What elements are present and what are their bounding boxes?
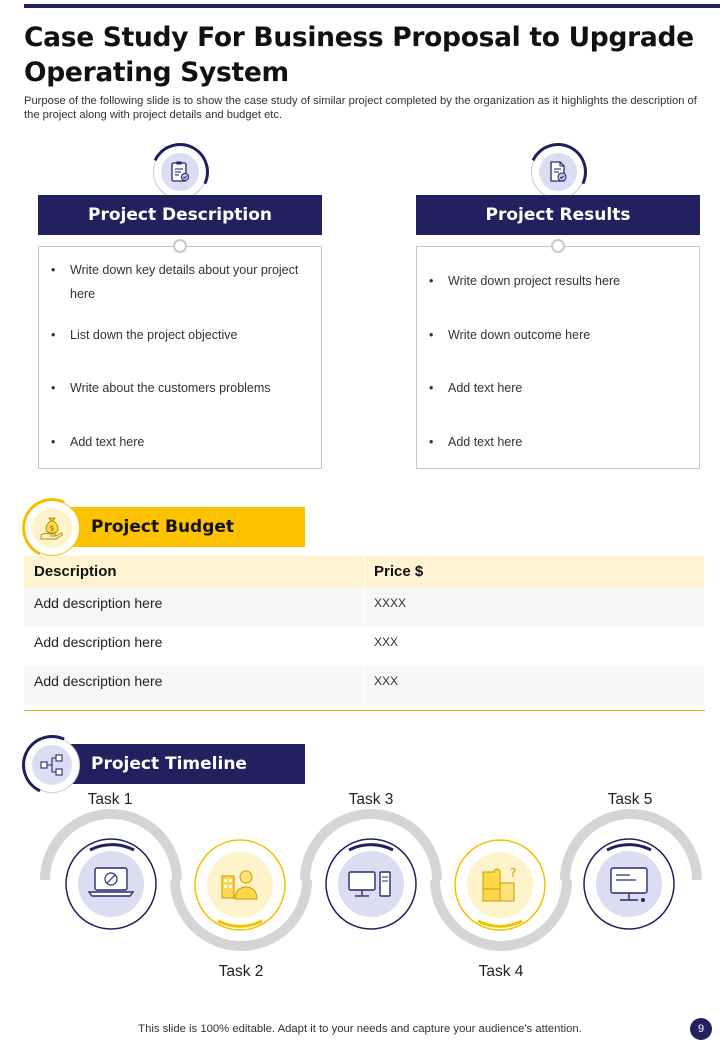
task-1-node [66, 839, 156, 929]
task-2-label: Task 2 [218, 963, 264, 980]
project-results-header: Project Results [416, 195, 700, 235]
connector-knob [551, 239, 565, 253]
table-cell: XXX [365, 666, 704, 705]
list-item: • Write down key details about your project here [51, 263, 299, 301]
footer-note: This slide is 100% editable. Adapt it to your needs and capture your audience's attention. [138, 1023, 582, 1035]
task-4-label: Task 4 [478, 963, 524, 980]
task-1-label: Task 1 [87, 791, 133, 808]
task-2-node [195, 840, 285, 930]
list-item: • List down the project objective [51, 328, 238, 342]
column-header-description: Description [24, 556, 364, 588]
project-budget-header: Project Budget [60, 507, 305, 547]
task-5-label: Task 5 [607, 791, 653, 808]
list-item: • Add text here [51, 435, 145, 449]
project-timeline-header: Project Timeline [60, 744, 305, 784]
results-icon-badge [531, 145, 585, 199]
svg-text:$: $ [49, 524, 55, 533]
table-row [24, 666, 704, 705]
laptop-icon [89, 868, 133, 896]
list-item: • Add text here [429, 435, 523, 449]
table-cell: Add description here [24, 588, 364, 627]
table-cell: Add description here [24, 666, 364, 705]
column-header-price: Price $ [365, 556, 704, 588]
budget-icon-badge [24, 500, 80, 556]
table-cell: Add description here [24, 627, 364, 666]
table-row [24, 627, 704, 666]
list-item: • Write down outcome here [429, 328, 591, 342]
task-5-node [584, 839, 674, 929]
svg-text:?: ? [510, 866, 517, 880]
page-title: Case Study For Business Proposal to Upgrade Operating System [24, 22, 694, 88]
list-item: • Write about the customers problems [51, 381, 271, 395]
page-number-badge: 9 [690, 1018, 712, 1040]
list-item: • Add text here [429, 381, 523, 395]
project-results-panel [416, 246, 700, 469]
table-cell: XXX [365, 627, 704, 666]
task-4-node [455, 840, 545, 930]
task-3-label: Task 3 [348, 791, 394, 808]
table-header-row [24, 556, 704, 588]
timeline-graphic [0, 800, 720, 970]
description-icon-badge [153, 145, 207, 199]
project-description-header: Project Description [38, 195, 322, 235]
budget-table [24, 556, 704, 705]
table-cell: XXXX [365, 588, 704, 627]
page-subtitle: Purpose of the following slide is to show the case study of similar project completed by the organization as it highlights the description of the project along with project details and budget etc. [24, 95, 697, 121]
connector-knob [173, 239, 187, 253]
table-bottom-rule [24, 710, 705, 711]
timeline-icon-badge [24, 737, 80, 793]
task-3-node [326, 839, 416, 929]
project-description-panel [38, 246, 322, 469]
top-accent-bar [24, 4, 720, 8]
table-row [24, 588, 704, 627]
list-item: • Write down project results here [429, 274, 621, 288]
